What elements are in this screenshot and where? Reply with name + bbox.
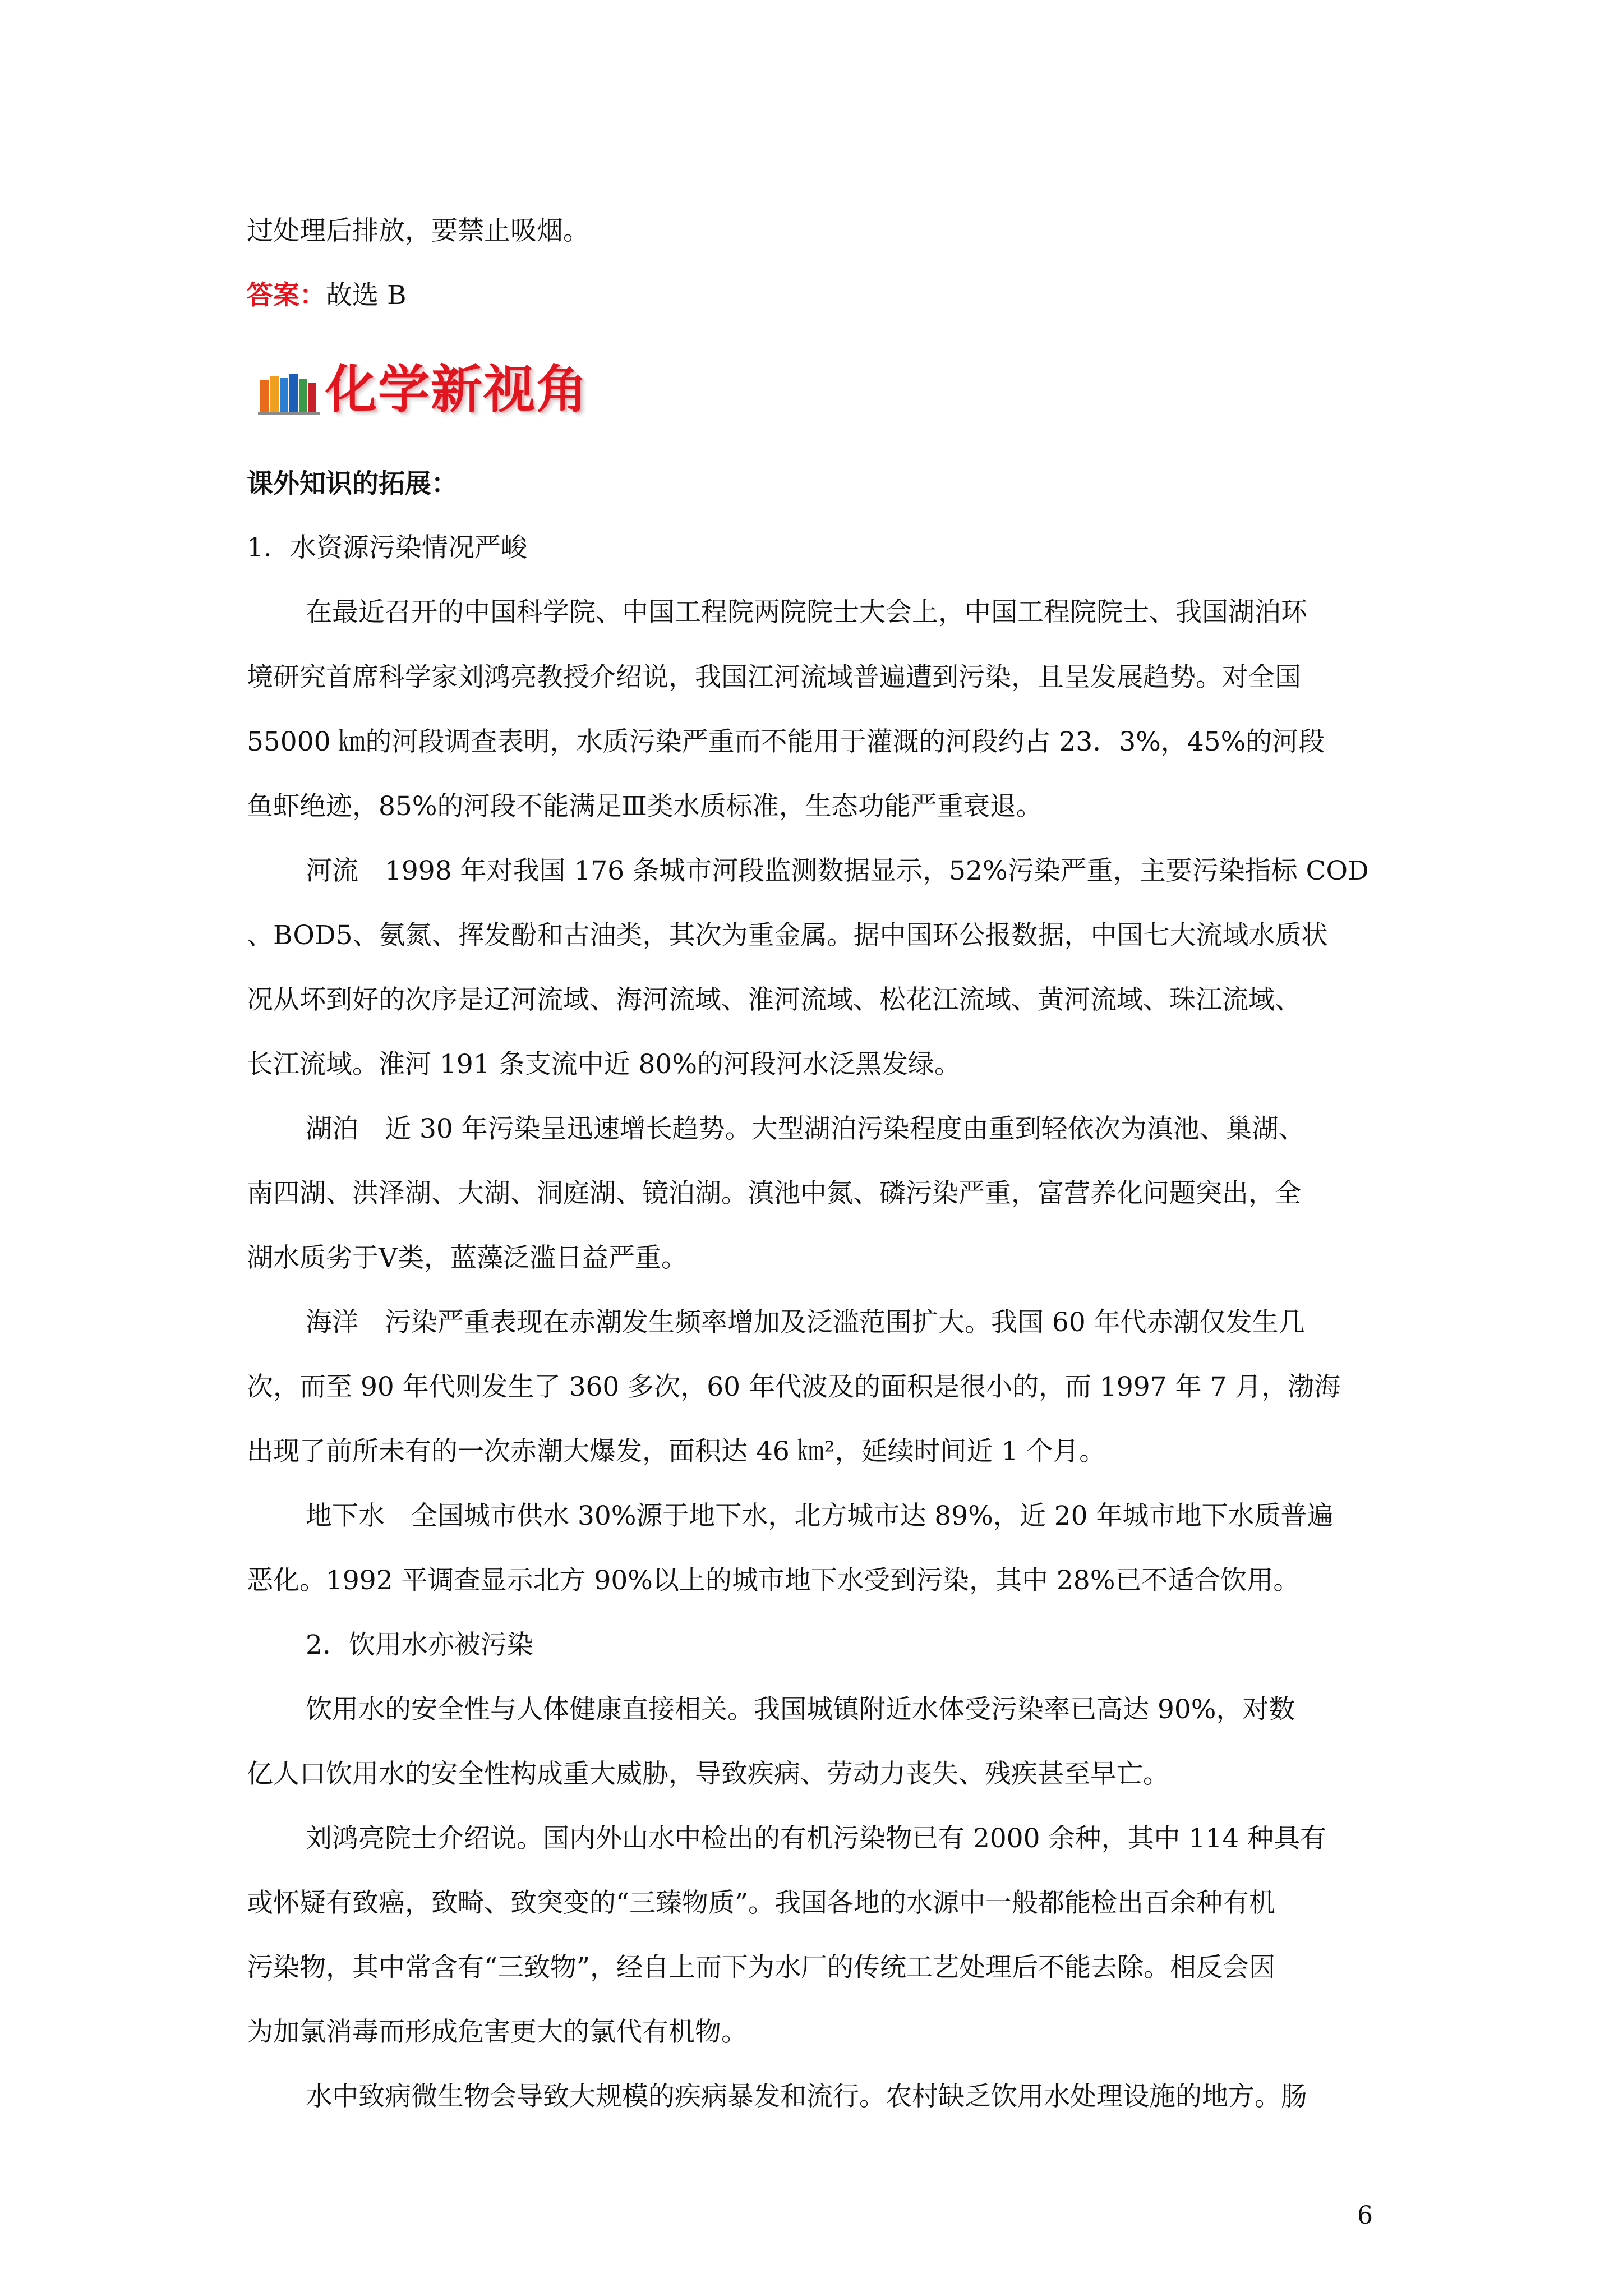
paragraph-line: 次，而至 90 年代则发生了 360 多次，60 年代波及的面积是很小的，而 1997 年 7 月，渤海 — [247, 1372, 1341, 1402]
answer-label: 答案： — [247, 280, 326, 311]
paragraph-line: 在最近召开的中国科学院、中国工程院两院院士大会上，中国工程院院士、我国湖泊环 — [306, 597, 1307, 628]
list-item-2: 2．饮用水亦被污染 — [306, 1630, 533, 1660]
paragraph-line: 污染物，其中常含有“三致物”，经自上而下为水厂的传统工艺处理后不能去除。相反会因 — [247, 1952, 1276, 1983]
books-icon — [258, 370, 320, 415]
paragraph-line: 出现了前所未有的一次赤潮大爆发，面积达 46 ㎞²，延续时间近 1 个月。 — [247, 1436, 1106, 1467]
paragraph-line: 亿人口饮用水的安全性构成重大威胁，导致疾病、劳动力丧失、残疾甚至早亡。 — [247, 1759, 1169, 1789]
answer-text: 故选 B — [326, 280, 407, 311]
paragraph-line: 南四湖、洪泽湖、大湖、洞庭湖、镜泊湖。滇池中氮、磷污染严重，富营养化问题突出，全 — [247, 1178, 1301, 1209]
banner-title: 化学新视角 — [325, 360, 589, 420]
paragraph-line: 为加氯消毒而形成危害更大的氯代有机物。 — [247, 2017, 748, 2047]
paragraph-line: 水中致病微生物会导致大规模的疾病暴发和流行。农村缺乏饮用水处理设施的地方。肠 — [306, 2081, 1307, 2112]
paragraph-line: 刘鸿亮院士介绍说。国内外山水中检出的有机污染物已有 2000 余种，其中 114 种具有 — [306, 1823, 1327, 1854]
paragraph-line: 湖泊 近 30 年污染呈迅速增长趋势。大型湖泊污染程度由重到轻依次为滇池、巢湖、 — [306, 1114, 1305, 1144]
list-item-1: 1．水资源污染情况严峻 — [247, 532, 527, 563]
paragraph-line: 恶化。1992 平调查显示北方 90%以上的城市地下水受到污染，其中 28%已不适合饮用。 — [247, 1565, 1300, 1596]
paragraph-line: 境研究首席科学家刘鸿亮教授介绍说，我国江河流域普遍遭到污染，且呈发展趋势。对全国 — [247, 662, 1301, 693]
paragraph-line: 海洋 污染严重表现在赤潮发生频率增加及泛滥范围扩大。我国 60 年代赤潮仅发生几 — [306, 1307, 1305, 1338]
paragraph-line: 55000 ㎞的河段调查表明，水质污染严重而不能用于灌溉的河段约占 23．3%，45%的河段 — [247, 726, 1325, 757]
section-banner — [258, 359, 606, 421]
page-number: 6 — [1357, 2201, 1373, 2230]
paragraph-line: 湖水质劣于Ⅴ类，蓝藻泛滥日益严重。 — [247, 1243, 688, 1273]
paragraph-line: 长江流域。淮河 191 条支流中近 80%的河段河水泛黑发绿。 — [247, 1049, 961, 1080]
paragraph-line: 、BOD5、氨氮、挥发酚和古油类，其次为重金属。据中国环公报数据，中国七大流域水质状 — [247, 920, 1328, 951]
paragraph-line: 饮用水的安全性与人体健康直接相关。我国城镇附近水体受污染率已高达 90%，对数 — [306, 1694, 1295, 1725]
paragraph-line: 鱼虾绝迹，85%的河段不能满足Ⅲ类水质标准，生态功能严重衰退。 — [247, 791, 1043, 822]
answer-line — [247, 279, 1391, 312]
paragraph-line: 况从坏到好的次序是辽河流域、海河流域、淮河流域、松花江流域、黄河流域、珠江流域、 — [247, 984, 1301, 1015]
paragraph-line: 地下水 全国城市供水 30%源于地下水，北方城市达 89%，近 20 年城市地下水质普遍 — [306, 1501, 1334, 1531]
section-heading: 课外知识的拓展： — [247, 468, 458, 499]
text-line: 过处理后排放，要禁止吸烟。 — [247, 215, 589, 246]
paragraph-line: 河流 1998 年对我国 176 条城市河段监测数据显示，52%污染严重，主要污染指标 COD — [306, 855, 1369, 886]
paragraph-line: 或怀疑有致癌，致畸、致突变的“三臻物质”。我国各地的水源中一般都能检出百余种有机 — [247, 1888, 1276, 1918]
